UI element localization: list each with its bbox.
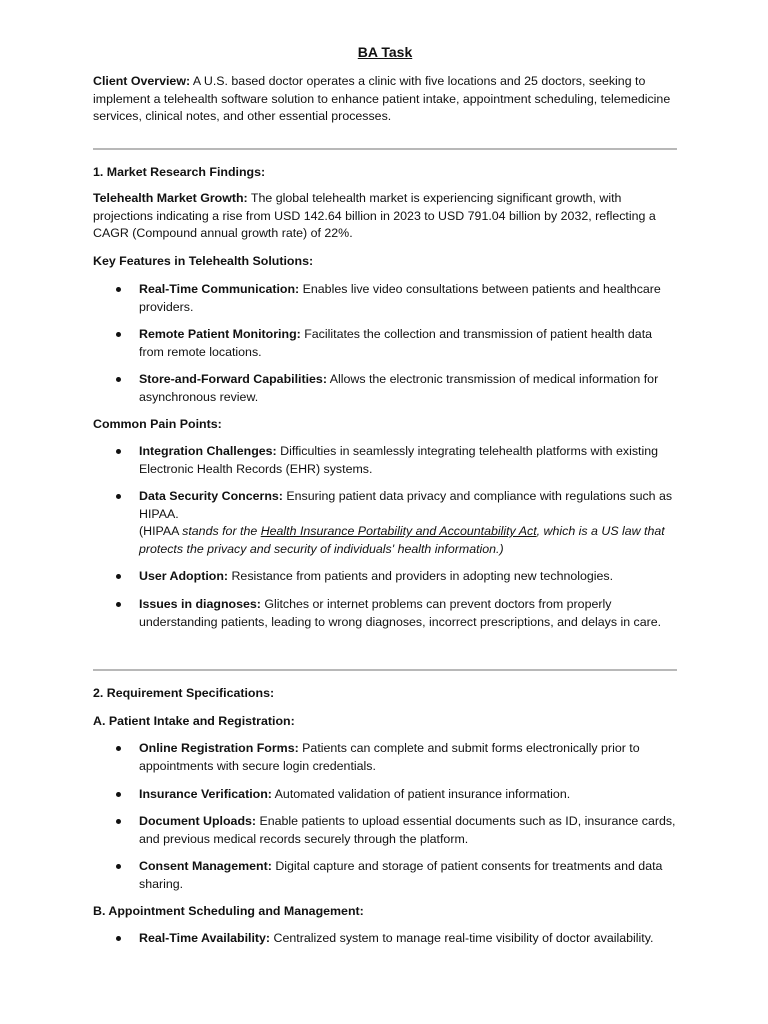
divider-1 xyxy=(93,148,677,150)
item-label: Real-Time Communication: xyxy=(139,282,300,296)
section1-heading: 1. Market Research Findings: xyxy=(93,165,266,179)
market-growth-paragraph xyxy=(93,190,677,243)
bullet-dot xyxy=(116,864,121,869)
item-label: Remote Patient Monitoring: xyxy=(139,327,301,341)
item-label: Document Uploads: xyxy=(139,814,257,828)
features-heading: Key Features in Telehealth Solutions: xyxy=(93,254,314,268)
bullet-dot xyxy=(116,377,121,382)
hipaa-note-italic: stands for the xyxy=(182,524,261,538)
list-item xyxy=(139,858,677,893)
list-item xyxy=(139,596,677,631)
item-text: Facilitates the collection and transmission of patient health data from remote locations. xyxy=(139,327,653,359)
bullet-dot xyxy=(116,746,121,751)
divider-2 xyxy=(93,669,677,671)
item-text: Resistance from patients and providers in adopting new technologies. xyxy=(228,569,614,583)
bullet-dot xyxy=(116,936,121,941)
pain-points-heading: Common Pain Points: xyxy=(93,417,222,431)
item-label: Online Registration Forms: xyxy=(139,741,299,755)
section2-heading: 2. Requirement Specifications: xyxy=(93,686,275,700)
item-label: Consent Management: xyxy=(139,859,272,873)
bullet-dot xyxy=(116,449,121,454)
item-text: Enables live video consultations between patients and healthcare providers. xyxy=(139,282,661,314)
list-item xyxy=(139,326,677,361)
bullet-dot xyxy=(116,602,121,607)
list-item xyxy=(139,568,677,586)
list-item xyxy=(139,488,677,558)
bullet-dot xyxy=(116,287,121,292)
item-label: User Adoption: xyxy=(139,569,229,583)
client-overview-paragraph xyxy=(93,73,677,126)
item-label: Integration Challenges: xyxy=(139,444,277,458)
list-item xyxy=(139,443,677,478)
market-growth-label: Telehealth Market Growth: xyxy=(93,191,248,205)
hipaa-act-link[interactable]: Health Insurance Portability and Accountability Act xyxy=(260,524,537,538)
list-item xyxy=(139,813,677,848)
item-label: Insurance Verification: xyxy=(139,787,272,801)
item-label: Real-Time Availability: xyxy=(139,931,271,945)
document-title: BA Task xyxy=(357,44,413,60)
list-item xyxy=(139,371,677,406)
item-text: Digital capture and storage of patient consents for treatments and data sharing. xyxy=(139,859,663,891)
bullet-dot xyxy=(116,494,121,499)
hipaa-note-open: (HIPAA xyxy=(139,524,183,538)
item-text: Enable patients to upload essential documents such as ID, insurance cards, and previous medical records securely through the platform. xyxy=(139,814,676,846)
list-item xyxy=(139,740,677,775)
client-overview-text: A U.S. based doctor operates a clinic with five locations and 25 doctors, seeking to implement a telehealth software solution to enhance patient intake, appointment scheduling, telemedicine services, clinical notes, and other essential processes. xyxy=(93,74,671,123)
item-label: Issues in diagnoses: xyxy=(139,597,261,611)
item-text: Difficulties in seamlessly integrating telehealth platforms with existing Electronic Health Records (EHR) systems. xyxy=(139,444,659,476)
list-item xyxy=(139,786,677,804)
bullet-dot xyxy=(116,574,121,579)
client-overview-label: Client Overview: xyxy=(93,74,191,88)
bullet-dot xyxy=(116,792,121,797)
item-label: Store-and-Forward Capabilities: xyxy=(139,372,327,386)
list-item xyxy=(139,281,677,316)
market-growth-text: The global telehealth market is experiencing significant growth, with projections indicating a rise from USD 142.64 billion in 2023 to USD 791.04 billion by 2032, reflecting a CAGR (Compound annual growth rate) of 22%. xyxy=(93,191,656,240)
subsection-b-heading: B. Appointment Scheduling and Management: xyxy=(93,904,364,918)
bullet-dot xyxy=(116,819,121,824)
item-label: Data Security Concerns: xyxy=(139,489,283,503)
item-text: Ensuring patient data privacy and compliance with regulations such as HIPAA. xyxy=(139,489,673,521)
item-text: Centralized system to manage real-time visibility of doctor availability. xyxy=(270,931,654,945)
subsection-a-heading: A. Patient Intake and Registration: xyxy=(93,714,295,728)
item-text: Glitches or internet problems can prevent doctors from properly understanding patients, leading to wrong diagnoses, incorrect prescriptions, and delays in care. xyxy=(139,597,662,629)
item-text: Allows the electronic transmission of medical information for asynchronous review. xyxy=(139,372,659,404)
item-text: Patients can complete and submit forms electronically prior to appointments with secure login credentials. xyxy=(139,741,640,773)
list-item xyxy=(139,930,677,948)
item-text: Automated validation of patient insurance information. xyxy=(271,787,571,801)
bullet-dot xyxy=(116,332,121,337)
hipaa-note-italic-end: , which is a US law that protects the privacy and security of individuals' health information.) xyxy=(139,524,665,556)
